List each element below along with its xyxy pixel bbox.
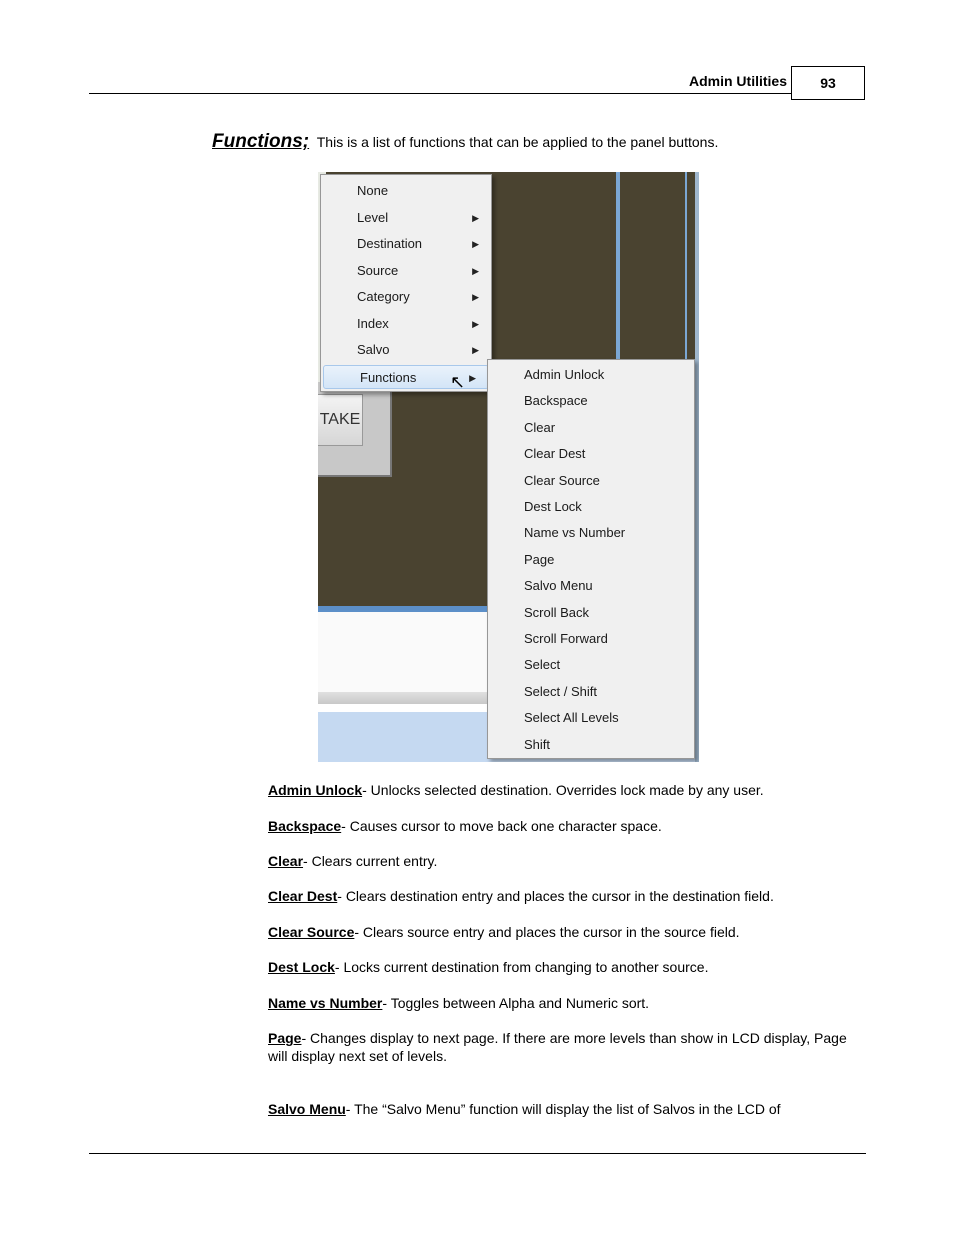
submenu-item-clear-source[interactable]: Clear Source xyxy=(524,472,600,488)
definition-term: Salvo Menu xyxy=(268,1101,346,1117)
definition-term: Dest Lock xyxy=(268,959,335,975)
menu-item-level[interactable] xyxy=(321,206,491,230)
definition-text: - Changes display to next page. If there are more levels than show in LCD display, Page will display next set of levels. xyxy=(268,1030,847,1064)
chevron-right-icon: ▶ xyxy=(472,345,479,355)
definition-item xyxy=(268,923,848,941)
chevron-right-icon: ▶ xyxy=(472,292,479,302)
definition-item xyxy=(268,781,848,799)
functions-screenshot xyxy=(318,172,699,762)
submenu-item-dest-lock[interactable]: Dest Lock xyxy=(524,499,582,514)
chevron-right-icon: ▶ xyxy=(472,265,479,276)
menu-item-label: None xyxy=(357,183,389,198)
definition-text: - The “Salvo Menu” function will display the list of Salvos in the LCD of xyxy=(345,1101,781,1117)
menu-item-salvo[interactable] xyxy=(321,338,491,362)
definition-item xyxy=(268,1100,848,1118)
definition-term: Clear xyxy=(268,853,304,869)
header-title: Admin Utilities xyxy=(688,73,787,89)
definition-term: Name vs Number xyxy=(268,995,383,1011)
definition-text: - Causes cursor to move back one character space. xyxy=(341,818,662,834)
header-rule xyxy=(89,93,791,94)
definition-item xyxy=(268,994,848,1012)
menu-item-label: Level xyxy=(357,209,389,225)
definition-text: - Clears current entry. xyxy=(303,853,438,869)
submenu-item-salvo-menu[interactable]: Salvo Menu xyxy=(524,578,593,594)
menu-item-none[interactable] xyxy=(321,179,491,203)
submenu-item-scroll-forward[interactable]: Scroll Forward xyxy=(524,631,608,646)
definition-term: Admin Unlock xyxy=(268,782,363,798)
submenu-item-scroll-back[interactable]: Scroll Back xyxy=(524,604,590,620)
functions-submenu xyxy=(487,359,695,759)
menu-item-label: Source xyxy=(357,262,399,278)
definition-term: Backspace xyxy=(268,818,342,834)
footer-rule xyxy=(89,1153,866,1154)
menu-item-label: Category xyxy=(357,289,410,304)
submenu-item-select-all-levels[interactable]: Select All Levels xyxy=(524,710,619,726)
submenu-item-name-vs-number[interactable]: Name vs Number xyxy=(524,525,626,541)
menu-item-index[interactable] xyxy=(321,312,491,336)
menu-item-source[interactable] xyxy=(321,259,491,283)
submenu-item-clear[interactable]: Clear xyxy=(524,419,556,435)
chevron-right-icon: ▶ xyxy=(472,212,479,223)
definition-text: - Toggles between Alpha and Numeric sort. xyxy=(382,995,650,1011)
definition-text: - Locks current destination from changing to another source. xyxy=(334,959,709,975)
definition-text: - Unlocks selected destination. Overrides lock made by any user. xyxy=(362,782,764,798)
intro xyxy=(212,131,718,153)
chevron-right-icon: ▶ xyxy=(472,318,479,329)
context-menu xyxy=(320,174,492,392)
definition-text: - Clears destination entry and places the cursor in the destination field. xyxy=(337,888,774,904)
menu-item-category[interactable] xyxy=(321,285,491,309)
submenu-item-shift[interactable]: Shift xyxy=(524,736,551,752)
definition-item xyxy=(268,852,848,870)
submenu-item-backspace[interactable]: Backspace xyxy=(524,393,588,409)
window-edge-right xyxy=(695,172,699,762)
section-heading: Functions; xyxy=(212,131,310,152)
menu-item-label: Destination xyxy=(357,236,423,251)
submenu-item-clear-dest[interactable]: Clear Dest xyxy=(524,446,586,462)
definition-term: Clear Dest xyxy=(268,888,338,904)
chevron-right-icon: ▶ xyxy=(469,372,476,383)
intro-text: This is a list of functions that can be applied to the panel buttons. xyxy=(313,134,719,150)
definition-item xyxy=(268,1029,848,1065)
menu-item-label: Functions xyxy=(360,369,417,385)
definition-item xyxy=(268,958,848,976)
menu-item-destination[interactable] xyxy=(321,232,491,256)
submenu-item-select[interactable]: Select xyxy=(524,657,561,673)
mouse-cursor-icon: ↖ xyxy=(450,372,466,392)
chevron-right-icon: ▶ xyxy=(472,239,479,249)
submenu-item-page[interactable]: Page xyxy=(524,551,555,567)
menu-item-label: Index xyxy=(357,315,389,331)
menu-item-label: Salvo xyxy=(357,342,390,357)
definition-term: Page xyxy=(268,1030,302,1046)
submenu-item-select-shift[interactable]: Select / Shift xyxy=(524,683,597,699)
submenu-item-admin-unlock[interactable]: Admin Unlock xyxy=(524,367,605,382)
definition-item xyxy=(268,887,848,905)
definition-item xyxy=(268,817,848,835)
definition-text: - Clears source entry and places the cursor in the source field. xyxy=(354,924,740,940)
definition-term: Clear Source xyxy=(268,924,355,940)
take-button[interactable]: TAKE xyxy=(318,394,363,446)
page-number: 93 xyxy=(791,66,865,100)
